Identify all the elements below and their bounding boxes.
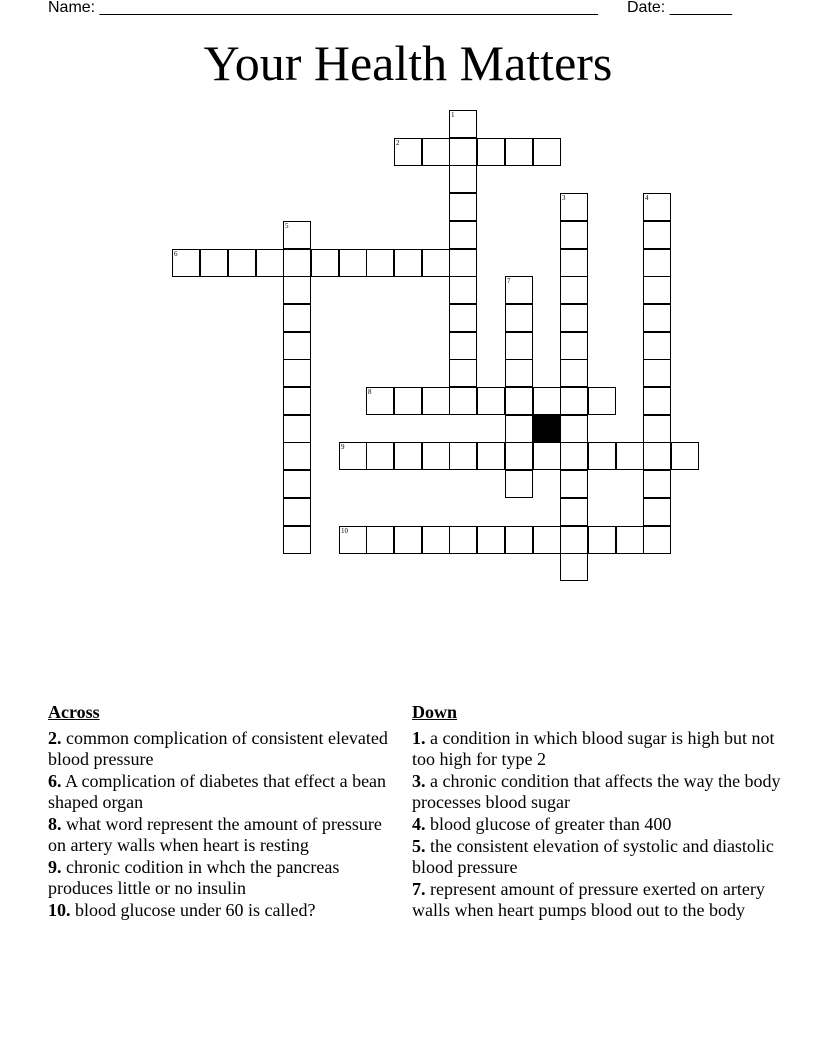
grid-cell[interactable] (560, 442, 588, 470)
grid-cell[interactable] (533, 442, 561, 470)
grid-cell[interactable] (560, 415, 588, 443)
grid-cell[interactable] (643, 332, 671, 360)
clue-number-label: 4. (412, 814, 426, 834)
grid-cell[interactable] (643, 415, 671, 443)
grid-cell[interactable] (283, 498, 311, 526)
grid-cell[interactable] (643, 387, 671, 415)
across-clue (48, 728, 393, 770)
grid-cell[interactable] (283, 470, 311, 498)
down-clue-list (412, 728, 782, 921)
grid-cell[interactable] (477, 442, 505, 470)
grid-cell[interactable] (533, 387, 561, 415)
grid-cell[interactable] (283, 359, 311, 387)
grid-cell[interactable] (449, 193, 477, 221)
grid-cell[interactable] (560, 359, 588, 387)
grid-cell[interactable] (339, 526, 367, 554)
clue-number: 3 (562, 194, 566, 202)
grid-cell[interactable] (394, 387, 422, 415)
grid-cell[interactable] (560, 221, 588, 249)
grid-cell[interactable] (505, 387, 533, 415)
clue-number: 10 (341, 527, 348, 535)
grid-cell[interactable] (366, 442, 394, 470)
clue-number: 1 (451, 111, 455, 119)
grid-cell[interactable] (616, 526, 644, 554)
down-clue (412, 728, 782, 770)
clue-number-label: 2. (48, 728, 62, 748)
grid-cell[interactable] (643, 498, 671, 526)
grid-cell[interactable] (560, 498, 588, 526)
grid-cell[interactable] (505, 332, 533, 360)
clue-number: 5 (285, 222, 289, 230)
grid-cell[interactable] (283, 526, 311, 554)
grid-cell[interactable] (477, 138, 505, 166)
grid-cell[interactable] (643, 470, 671, 498)
grid-cell[interactable] (449, 359, 477, 387)
clue-number: 4 (645, 194, 649, 202)
grid-cell[interactable] (422, 249, 450, 277)
grid-cell[interactable] (505, 276, 533, 304)
grid-cell[interactable] (505, 359, 533, 387)
grid-cell[interactable] (505, 415, 533, 443)
grid-cell[interactable] (560, 304, 588, 332)
grid-cell[interactable] (477, 387, 505, 415)
grid-cell[interactable] (449, 221, 477, 249)
grid-cell[interactable] (643, 221, 671, 249)
clue-text: A complication of diabetes that effect a bean shaped organ (48, 771, 387, 812)
grid-cell[interactable] (283, 415, 311, 443)
grid-cell[interactable] (449, 332, 477, 360)
grid-cell[interactable] (394, 442, 422, 470)
grid-cell[interactable] (449, 249, 477, 277)
page-title: Your Health Matters (203, 35, 613, 91)
worksheet-header (48, 0, 748, 19)
clue-text: chronic codition in whch the pancreas produces little or no insulin (48, 857, 340, 898)
grid-cell[interactable] (449, 276, 477, 304)
clue-text: the consistent elevation of systolic and diastolic blood pressure (412, 836, 774, 877)
clue-number: 8 (368, 388, 372, 396)
grid-cell[interactable] (283, 304, 311, 332)
down-clue (412, 814, 782, 835)
clue-text: common complication of consistent elevated blood pressure (48, 728, 388, 769)
clue-number: 9 (341, 443, 345, 451)
grid-cell[interactable] (283, 387, 311, 415)
clue-number-label: 10. (48, 900, 71, 920)
grid-cell[interactable] (228, 249, 256, 277)
grid-cell[interactable] (394, 526, 422, 554)
grid-cell[interactable] (449, 526, 477, 554)
grid-cell[interactable] (643, 193, 671, 221)
grid-cell[interactable] (560, 553, 588, 581)
grid-cell[interactable] (588, 387, 616, 415)
grid-cell[interactable] (256, 249, 284, 277)
grid-cell[interactable] (422, 387, 450, 415)
clue-number-label: 7. (412, 879, 426, 899)
across-clue (48, 900, 393, 921)
grid-cell[interactable] (477, 526, 505, 554)
grid-cell[interactable] (366, 387, 394, 415)
grid-cell[interactable] (366, 249, 394, 277)
grid-cell[interactable] (283, 276, 311, 304)
across-clue (48, 814, 393, 856)
grid-cell[interactable] (560, 276, 588, 304)
grid-cell[interactable] (283, 221, 311, 249)
grid-cell[interactable] (283, 249, 311, 277)
grid-cell[interactable] (505, 470, 533, 498)
date-field[interactable]: Date: _______ (627, 0, 732, 16)
clue-number: 6 (174, 250, 178, 258)
grid-cell[interactable] (366, 526, 394, 554)
across-clue-list (48, 728, 393, 921)
grid-cell[interactable] (449, 165, 477, 193)
grid-cell[interactable] (643, 276, 671, 304)
grid-cell[interactable] (422, 442, 450, 470)
grid-cell[interactable] (643, 249, 671, 277)
grid-cell[interactable] (616, 442, 644, 470)
grid-cell[interactable] (339, 249, 367, 277)
clue-text: what word represent the amount of pressure on artery walls when heart is resting (48, 814, 382, 855)
grid-cell[interactable] (394, 138, 422, 166)
grid-cell[interactable] (505, 526, 533, 554)
grid-cell[interactable] (422, 138, 450, 166)
down-clue (412, 879, 782, 921)
grid-cell[interactable] (449, 110, 477, 138)
grid-cell[interactable] (533, 138, 561, 166)
grid-cell[interactable] (449, 304, 477, 332)
clue-number-label: 9. (48, 857, 62, 877)
clue-number-label: 5. (412, 836, 426, 856)
grid-cell[interactable] (533, 526, 561, 554)
grid-cell[interactable] (422, 526, 450, 554)
grid-cell[interactable] (588, 442, 616, 470)
grid-cell[interactable] (560, 470, 588, 498)
grid-cell[interactable] (449, 387, 477, 415)
grid-cell[interactable] (172, 249, 200, 277)
grid-cell[interactable] (449, 138, 477, 166)
clue-text: a chronic condition that affects the way the body processes blood sugar (412, 771, 781, 812)
grid-cell[interactable] (283, 332, 311, 360)
clue-text: represent amount of pressure exerted on artery walls when heart pumps blood out to the body (412, 879, 765, 920)
grid-cell[interactable] (560, 332, 588, 360)
grid-cell[interactable] (505, 304, 533, 332)
down-heading: Down (412, 702, 458, 722)
grid-cell[interactable] (505, 442, 533, 470)
across-heading: Across (48, 702, 100, 722)
grid-cell[interactable] (449, 442, 477, 470)
across-clue (48, 857, 393, 899)
grid-cell[interactable] (283, 442, 311, 470)
grid-cell[interactable] (311, 249, 339, 277)
grid-cell[interactable] (394, 249, 422, 277)
grid-cell[interactable] (560, 249, 588, 277)
grid-cell[interactable] (560, 193, 588, 221)
clue-text: a condition in which blood sugar is high but not too high for type 2 (412, 728, 775, 769)
down-clue (412, 771, 782, 813)
grid-block-cell (533, 415, 561, 443)
grid-cell[interactable] (588, 526, 616, 554)
grid-cell[interactable] (643, 442, 671, 470)
grid-cell[interactable] (643, 304, 671, 332)
across-clue (48, 771, 393, 813)
clue-number: 7 (507, 277, 511, 285)
clue-number: 2 (396, 139, 400, 147)
grid-cell[interactable] (560, 387, 588, 415)
grid-cell[interactable] (643, 359, 671, 387)
across-clues (48, 702, 393, 922)
clue-number-label: 3. (412, 771, 426, 791)
down-clue (412, 836, 782, 878)
down-clues (412, 702, 782, 922)
grid-cell[interactable] (505, 138, 533, 166)
clue-number-label: 8. (48, 814, 62, 834)
name-field[interactable]: Name: ________________________________________________________ (48, 0, 598, 16)
clue-text: blood glucose of greater than 400 (425, 814, 672, 834)
clue-number-label: 6. (48, 771, 62, 791)
clue-text: blood glucose under 60 is called? (70, 900, 316, 920)
grid-cell[interactable] (643, 526, 671, 554)
grid-cell[interactable] (200, 249, 228, 277)
grid-cell[interactable] (339, 442, 367, 470)
grid-cell[interactable] (560, 526, 588, 554)
grid-cell[interactable] (671, 442, 699, 470)
clue-number-label: 1. (412, 728, 426, 748)
